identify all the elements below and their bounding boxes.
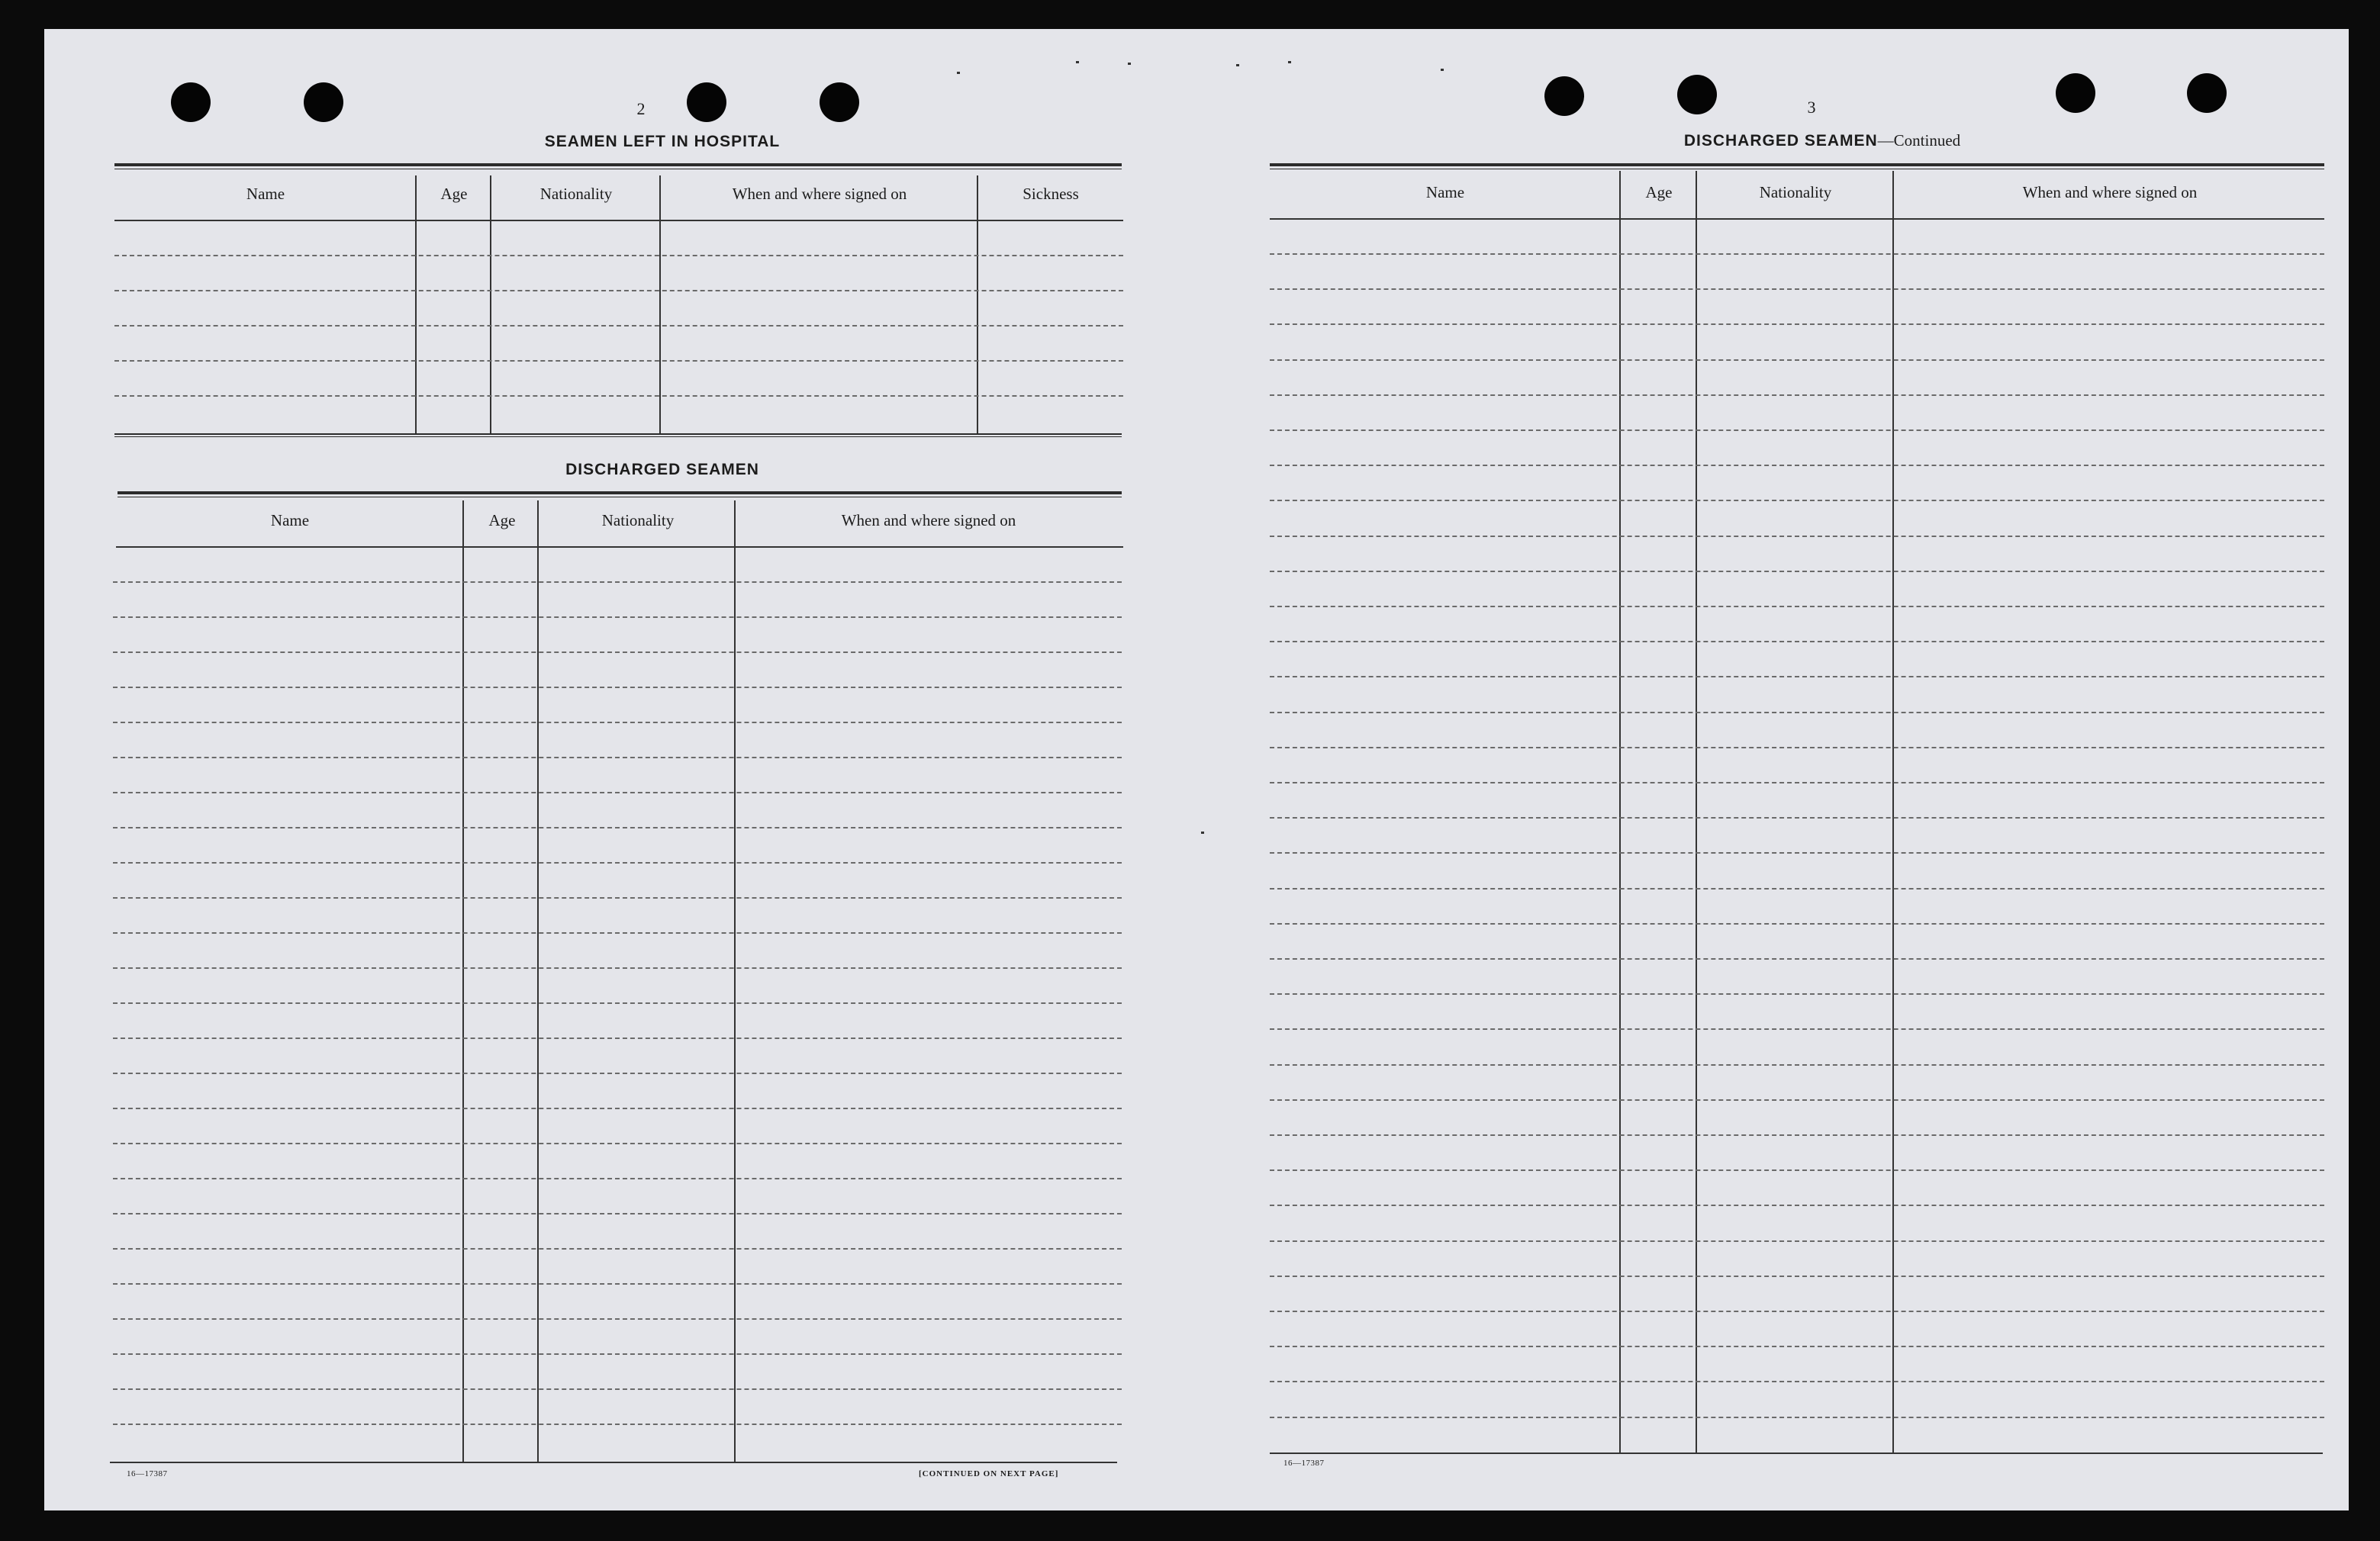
punch-hole [1544, 76, 1584, 116]
blank-entry-line [114, 395, 1123, 397]
punch-hole [687, 82, 726, 122]
punch-hole [820, 82, 859, 122]
blank-entry-line [1270, 641, 2324, 642]
blank-entry-line [1270, 1346, 2324, 1347]
blank-entry-line [1270, 606, 2324, 607]
blank-entry-line [1270, 1240, 2324, 1242]
blank-entry-line [1270, 888, 2324, 890]
blank-entry-line [1270, 923, 2324, 925]
blank-entry-line [113, 1143, 1122, 1144]
section-title-discharged: DISCHARGED SEAMEN [565, 461, 759, 478]
col-header-age: Age [488, 511, 516, 529]
blank-entry-line [113, 1248, 1122, 1250]
blank-entry-line [1270, 465, 2324, 466]
form-code: 16—17387 [1283, 1459, 1325, 1468]
col-header-age: Age [1645, 183, 1673, 201]
blank-entry-line [113, 651, 1122, 653]
blank-entry-line [113, 687, 1122, 688]
blank-entry-line [1270, 536, 2324, 537]
section-rule [1270, 163, 2324, 169]
punch-hole [304, 82, 343, 122]
page-number: 3 [1807, 98, 1816, 117]
blank-entry-line [1270, 359, 2324, 361]
blank-entry-line [113, 616, 1122, 618]
blank-entry-line [114, 360, 1123, 362]
blank-entry-line [1270, 1028, 2324, 1030]
blank-entry-line [1270, 571, 2324, 572]
header-underline [1270, 218, 2324, 220]
blank-entry-line [1270, 1417, 2324, 1418]
blank-entry-line [113, 581, 1122, 583]
col-header-signed-on: When and where signed on [2022, 183, 2198, 201]
blank-entry-line [1270, 958, 2324, 960]
col-header-sickness: Sickness [1023, 185, 1079, 203]
col-header-nationality: Nationality [601, 511, 675, 529]
blank-entry-line [1270, 1276, 2324, 1277]
paper-speck [1441, 69, 1444, 71]
continued-note: [CONTINUED ON NEXT PAGE] [919, 1469, 1059, 1478]
section-title-suffix: —Continued [1877, 131, 1961, 150]
col-header-signed-on: When and where signed on [841, 511, 1016, 529]
paper-speck [1201, 832, 1204, 834]
section-title-hospital: SEAMEN LEFT IN HOSPITAL [544, 133, 781, 150]
col-header-nationality: Nationality [1759, 183, 1832, 201]
col-header-nationality: Nationality [539, 185, 613, 203]
col-header-signed-on: When and where signed on [732, 185, 907, 203]
blank-entry-line [113, 757, 1122, 758]
blank-entry-line [113, 1353, 1122, 1355]
col-header-name: Name [246, 185, 285, 203]
header-underline [114, 220, 1123, 221]
blank-entry-line [1270, 676, 2324, 677]
section-title-discharged-continued [1563, 131, 2082, 150]
blank-entry-line [1270, 747, 2324, 748]
blank-entry-line [1270, 1381, 2324, 1382]
paper-speck [1076, 61, 1079, 63]
blank-entry-line [1270, 429, 2324, 431]
page-number: 2 [636, 99, 646, 118]
blank-entry-line [113, 1178, 1122, 1179]
blank-entry-line [1270, 394, 2324, 396]
blank-entry-line [113, 932, 1122, 934]
col-header-name: Name [1425, 183, 1465, 201]
blank-entry-line [114, 325, 1123, 327]
blank-entry-line [113, 722, 1122, 723]
col-divider [537, 500, 539, 1462]
section-rule [118, 491, 1122, 497]
blank-entry-line [113, 1073, 1122, 1074]
section-title-text: DISCHARGED SEAMEN [1683, 132, 1878, 150]
blank-entry-line [1270, 782, 2324, 783]
blank-entry-line [1270, 1064, 2324, 1066]
paper-speck [1288, 61, 1291, 63]
blank-entry-line [1270, 323, 2324, 325]
col-divider [1892, 171, 1894, 1453]
blank-entry-line [1270, 288, 2324, 290]
blank-entry-line [113, 1002, 1122, 1004]
header-underline [116, 546, 1123, 548]
punch-hole [171, 82, 211, 122]
col-header-age: Age [440, 185, 468, 203]
section-rule [114, 433, 1122, 437]
col-divider [734, 500, 736, 1462]
punch-hole [2187, 73, 2227, 113]
blank-entry-line [113, 1388, 1122, 1390]
blank-entry-line [1270, 1099, 2324, 1101]
col-divider [1619, 171, 1621, 1453]
blank-entry-line [113, 1108, 1122, 1109]
table-bottom-rule [110, 1462, 1117, 1463]
blank-entry-line [1270, 817, 2324, 819]
col-divider [462, 500, 464, 1462]
blank-entry-line [113, 967, 1122, 969]
blank-entry-line [113, 827, 1122, 828]
blank-entry-line [113, 862, 1122, 864]
blank-entry-line [1270, 852, 2324, 854]
table-bottom-rule [1270, 1453, 2323, 1454]
form-sheet [44, 29, 2349, 1510]
punch-hole [2056, 73, 2095, 113]
punch-hole [1677, 75, 1717, 114]
blank-entry-line [113, 897, 1122, 899]
blank-entry-line [113, 1318, 1122, 1320]
blank-entry-line [113, 792, 1122, 793]
blank-entry-line [1270, 712, 2324, 713]
blank-entry-line [1270, 1169, 2324, 1171]
blank-entry-line [113, 1283, 1122, 1285]
blank-entry-line [1270, 1311, 2324, 1312]
form-code: 16—17387 [127, 1469, 168, 1478]
blank-entry-line [1270, 993, 2324, 995]
blank-entry-line [113, 1038, 1122, 1039]
blank-entry-line [1270, 1134, 2324, 1136]
paper-speck [1236, 64, 1239, 66]
section-rule [114, 163, 1122, 169]
blank-entry-line [113, 1213, 1122, 1214]
blank-entry-line [1270, 1205, 2324, 1206]
blank-entry-line [114, 290, 1123, 291]
col-header-name: Name [270, 511, 310, 529]
blank-entry-line [1270, 500, 2324, 501]
paper-speck [1128, 63, 1131, 65]
blank-entry-line [113, 1424, 1122, 1425]
blank-entry-line [114, 255, 1123, 256]
col-divider [1696, 171, 1697, 1453]
blank-entry-line [1270, 253, 2324, 255]
paper-speck [957, 72, 960, 74]
